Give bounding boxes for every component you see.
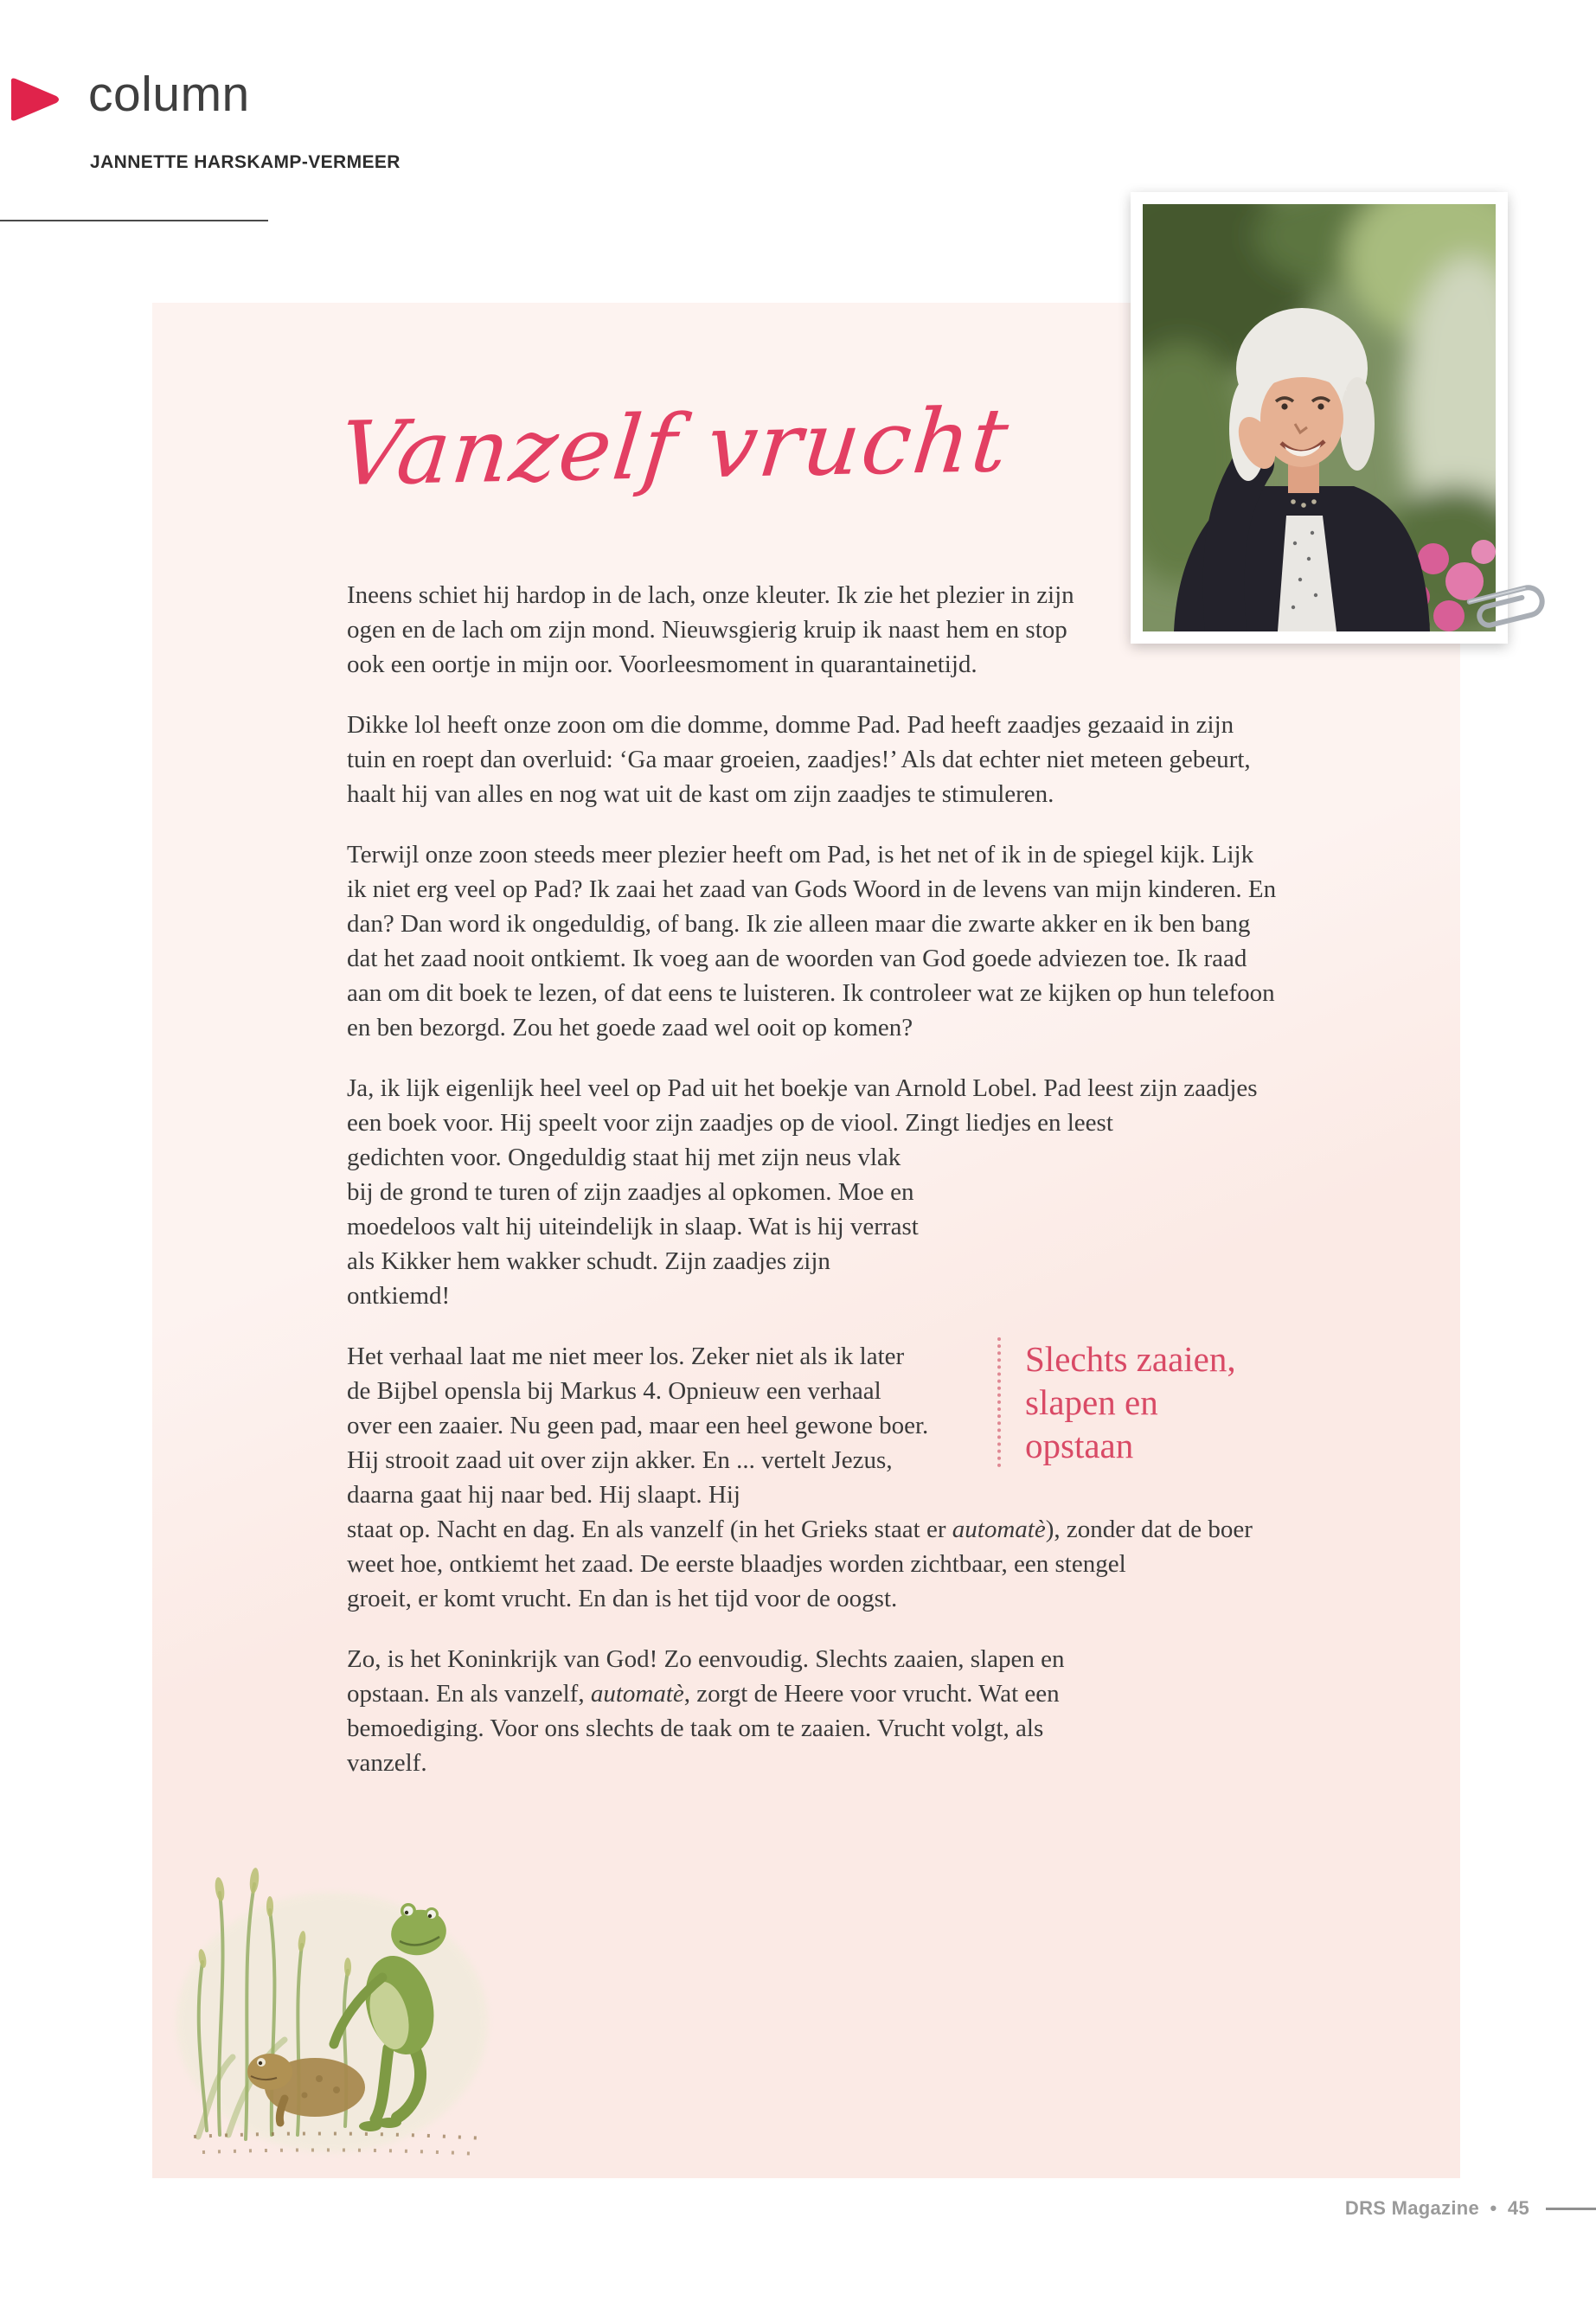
article-body xyxy=(347,578,1278,1806)
italic-term: automatè xyxy=(952,1516,1046,1544)
red-play-arrow-icon xyxy=(5,74,64,125)
magazine-name: DRS Magazine xyxy=(1344,2197,1480,2219)
paragraph: Dikke lol heeft onze zoon om die domme, domme Pad. Pad heeft zaadjes gezaaid in zijn tuin en roept dan overluid: ‘Ga maar groeien, zaadjes!’ Als dat echter niet meteen gebeurt, haalt hij van alles en nog wat uit de kast om zijn zaadjes te stimuleren. xyxy=(347,711,1251,809)
section-label: column xyxy=(88,67,250,122)
paragraph: Terwijl onze zoon steeds meer plezier heeft om Pad, is het net of ik in de spiegel kijk. Lijk ik niet erg veel op Pad? Ik zaai het zaad van Gods Woord in de levens van mijn kinderen. En dan? Dan word ik ongeduldig, of bang. Ik zie alleen maar die zwarte akker en ik ben bang dat het zaad nooit ontkiemt. Ik voeg aan de woorden van God goede adviezen toe. Ik raad aan om dit boek te lezen, of dat eens te luisteren. Ik controleer wat ze kijken op hun telefoon en ben bezorgd. Zou het goede zaad wel ooit op komen? xyxy=(347,841,1277,1042)
pull-quote: Slechts zaaien, slapen en opstaan xyxy=(997,1337,1252,1467)
paragraph xyxy=(347,1512,1278,1581)
article-title: Vanzelf vrucht xyxy=(335,388,1015,507)
paragraph: Ineens schiet hij hardop in de lach, onze kleuter. Ik zie het plezier in zijn ogen en de lach om zijn mond. Nieuwsgierig kruip ik naast hem en stop ook een oortje in mijn oor. Voorleesmoment in quarantainetijd. xyxy=(347,581,1074,679)
footer xyxy=(1345,2197,1529,2220)
paragraph-text: staat op. Nacht en dag. En als vanzelf (in het Grieks staat er xyxy=(347,1516,952,1544)
paragraph-text: , zorgt de Heere voor vrucht. Wat een bemoediging. Voor ons slechts de taak om te zaaien. Vrucht volgt, als vanzelf. xyxy=(347,1680,1060,1778)
author-name: JANNETTE HARSKAMP-VERMEER xyxy=(90,152,401,172)
paragraph: gedichten voor. Ongeduldig staat hij met zijn neus vlak bij de grond te turen of zijn zaadjes al opkomen. Moe en moedeloos valt hij uiteindelijk in slaap. Wat is hij verrast als Kikker hem wakker schudt. Zijn zaadjes zijn ontkiemd! xyxy=(347,1144,919,1311)
author-photo xyxy=(1131,192,1508,644)
paragraph: Ja, ik lijk eigenlijk heel veel op Pad uit het boekje van Arnold Lobel. Pad leest zijn zaadjes een boek voor. Hij speelt voor zijn zaadjes op de viool. Zingt liedjes en leest xyxy=(347,1074,1258,1138)
page-number: 45 xyxy=(1507,2197,1529,2219)
paragraph-text: ), zonder dat de boer weet hoe, ontkiemt het zaad. De eerste blaadjes worden zichtbaar, een stengel xyxy=(347,1516,1253,1579)
italic-term: automatè xyxy=(590,1680,684,1708)
footer-separator: • xyxy=(1490,2197,1497,2219)
paragraph: Het verhaal laat me niet meer los. Zeker niet als ik later de Bijbel opensla bij Markus 4. Opnieuw een verhaal over een zaaier. Nu geen pad, maar een heel gewone boer. Hij strooit zaad uit over zijn akker. En ... vertelt Jezus, daarna gaat hij naar bed. Hij slaapt. Hij xyxy=(347,1343,929,1509)
paperclip-icon xyxy=(1455,554,1567,649)
frog-and-toad-illustration xyxy=(168,1763,505,2163)
footer-rule xyxy=(1546,2208,1596,2210)
header-rule xyxy=(0,220,268,221)
paragraph-text: Zo, is het Koninkrijk van God! Zo eenvoudig. Slechts zaaien, slapen en opstaan. En als vanzelf, xyxy=(347,1645,1065,1708)
paragraph: groeit, er komt vrucht. En dan is het tijd voor de oogst. xyxy=(347,1585,898,1613)
paragraph xyxy=(347,1642,1113,1780)
